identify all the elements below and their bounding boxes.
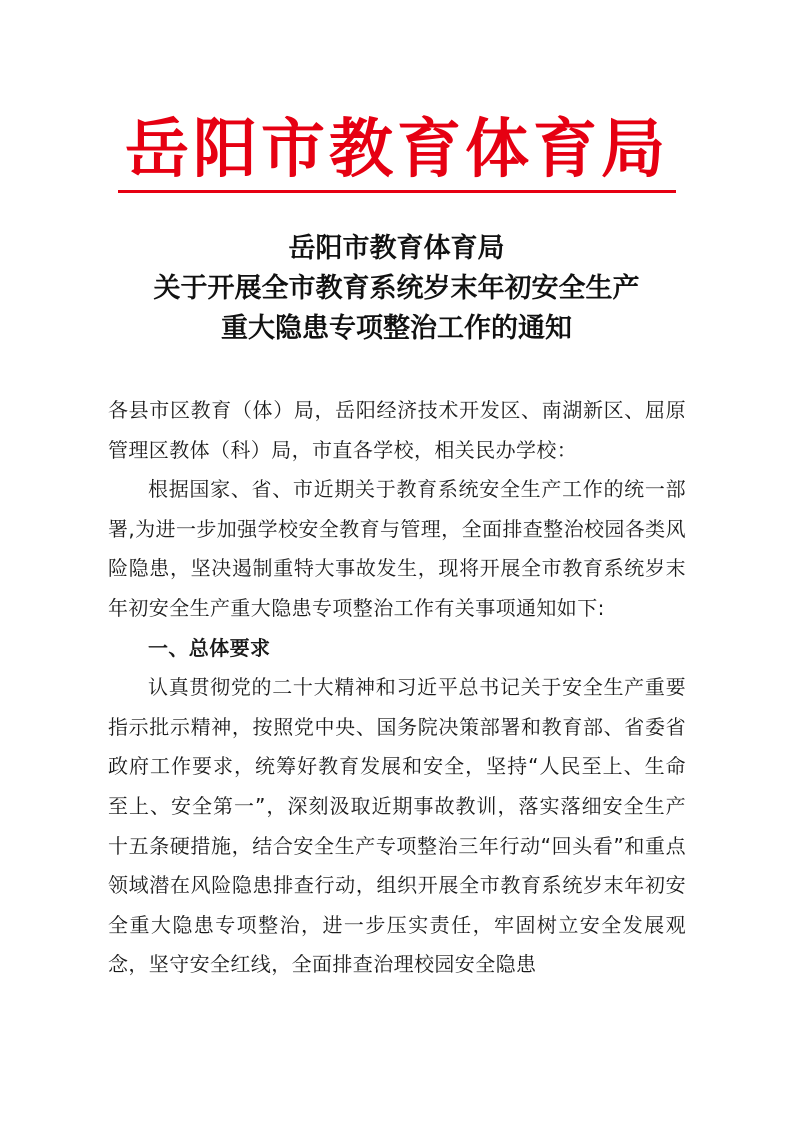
intro-paragraph: 根据国家、省、市近期关于教育系统安全生产工作的统一部署,为进一步加强学校安全教育与管理，全面排查整治校园各类风险隐患，坚决遏制重特大事故发生，现将开展全市教育系统岁末年初安全生产重大隐患专项整治工作有关事项通知如下: <box>108 477 686 620</box>
letterhead-red-rule <box>118 190 676 193</box>
document-body <box>108 391 686 985</box>
document-title <box>100 229 693 349</box>
letterhead-org-name: 岳阳市教育体育局 <box>125 112 669 187</box>
section-heading-1: 一、总体要求 <box>148 635 271 660</box>
title-line-1: 岳阳市教育体育局 <box>288 233 505 264</box>
title-line-3: 重大隐患专项整治工作的通知 <box>221 313 572 344</box>
section-paragraph-1: 认真贯彻党的二十大精神和习近平总书记关于安全生产重要指示批示精神，按照党中央、国务院决策部署和教育部、省委省政府工作要求，统筹好教育发展和安全，坚持“人民至上、生命至上、安全第一”，深刻汲取近期事故教训，落实落细安全生产十五条硬措施，结合安全生产专项整治三年行动“回头看”和重点领域潜在风险隐患排查行动，组织开展全市教育系统岁末年初安全重大隐患专项整治，进一步压实责任，牢固树立安全发展观念，坚守安全红线，全面排查治理校园安全隐患 <box>108 675 686 977</box>
salutation: 各县市区教育（体）局，岳阳经济技术开发区、南湖新区、屈原管理区教体（科）局，市直各学校，相关民办学校： <box>108 398 686 462</box>
title-line-2: 关于开展全市教育系统岁末年初安全生产 <box>153 273 640 304</box>
